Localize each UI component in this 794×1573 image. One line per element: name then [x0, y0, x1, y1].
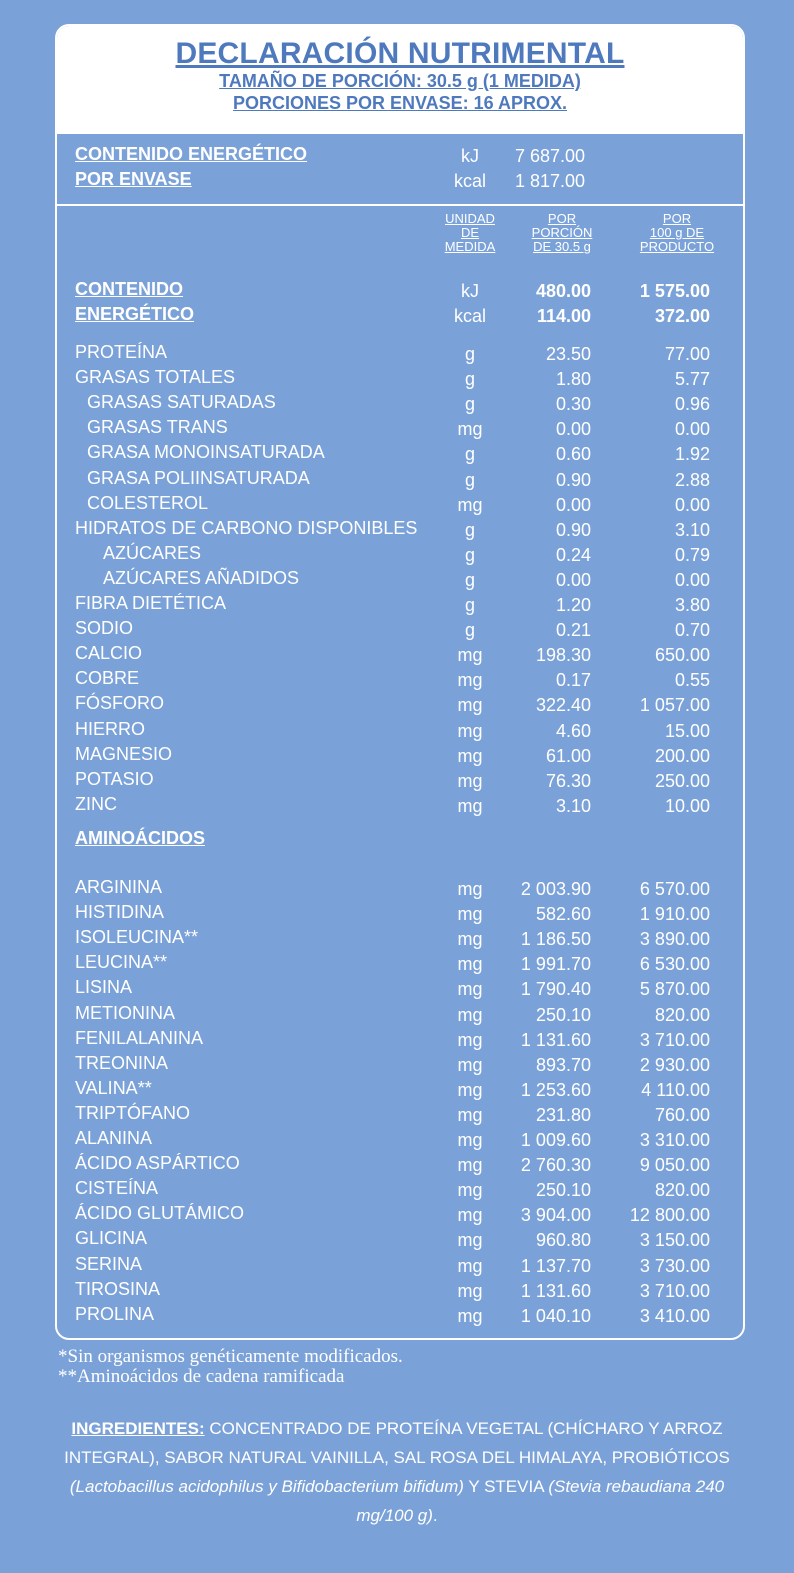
- row-unit: g: [464, 469, 475, 490]
- table-row: [57, 1279, 743, 1304]
- row-per-100g: 3 710.00: [639, 1280, 710, 1301]
- row-per-serving: 1.20: [555, 595, 591, 615]
- column-header-serving-line: POR: [547, 211, 577, 226]
- row-name: PROTEÍNA: [75, 342, 168, 362]
- row-per-serving: 1 790.40: [520, 979, 591, 1000]
- column-header-100g-line: PRODUCTO: [639, 239, 715, 254]
- row-unit: g: [464, 569, 475, 590]
- energy-kj-100g: 1 575.00: [639, 281, 710, 301]
- row-unit: mg: [457, 419, 483, 440]
- row-name: GRASAS TOTALES: [75, 367, 236, 388]
- row-unit: mg: [457, 1079, 483, 1100]
- table-row: [57, 1254, 743, 1279]
- row-unit: mg: [457, 645, 483, 666]
- serving-size: TAMAÑO DE PORCIÓN: 30.5 g (1 MEDIDA): [219, 71, 581, 91]
- row-name: ÁCIDO ASPÁRTICO: [75, 1153, 240, 1174]
- row-per-serving: 1 253.60: [520, 1079, 591, 1100]
- table-row: [57, 417, 743, 442]
- table-row: [57, 543, 743, 568]
- column-header-100g-line: 100 g DE: [649, 225, 705, 240]
- row-name: FENILALANINA: [75, 1027, 204, 1048]
- row-per-100g: 3 310.00: [639, 1130, 710, 1150]
- row-unit: g: [464, 344, 475, 364]
- package-kcal-unit: kcal: [453, 171, 486, 191]
- table-row: [57, 342, 743, 367]
- row-per-100g: 5 870.00: [639, 979, 710, 1000]
- row-per-serving: 0.00: [555, 419, 591, 440]
- row-per-100g: 12 800.00: [629, 1205, 710, 1226]
- row-per-100g: 9 050.00: [639, 1155, 710, 1176]
- row-per-serving: 893.70: [535, 1054, 591, 1075]
- ingredients-probiotics: (Lactobacillus acidophilus y Bifidobacterium bifidum): [69, 1477, 464, 1496]
- row-name: COLESTEROL: [87, 492, 209, 513]
- row-per-serving: 0.00: [555, 569, 591, 590]
- row-per-serving: 4.60: [555, 720, 591, 741]
- row-per-serving: 0.30: [555, 394, 591, 415]
- nutrition-header: [57, 26, 743, 134]
- row-name: ARGININA: [75, 877, 163, 897]
- row-unit: g: [464, 444, 475, 465]
- row-name: HIERRO: [75, 718, 146, 739]
- footnote-bcaa: **Aminoácidos de cadena ramificada: [58, 1366, 345, 1387]
- row-per-serving: 0.17: [555, 670, 591, 691]
- row-unit: g: [464, 544, 475, 565]
- row-name: METIONINA: [75, 1002, 176, 1023]
- row-unit: mg: [457, 1029, 483, 1050]
- row-per-100g: 10.00: [664, 795, 710, 816]
- row-name: VALINA**: [75, 1077, 152, 1098]
- package-energy: [57, 134, 743, 206]
- column-header-serving-line: DE 30.5 g: [533, 239, 591, 254]
- table-row: [57, 442, 743, 467]
- energy-kj-serving: 480.00: [535, 281, 591, 301]
- row-name: CISTEÍNA: [75, 1178, 159, 1199]
- row-name: ÁCIDO GLUTÁMICO: [75, 1203, 245, 1224]
- table-row: [57, 902, 743, 927]
- table-row: [57, 568, 743, 593]
- row-per-100g: 200.00: [654, 745, 710, 766]
- row-name: GRASAS TRANS: [87, 417, 228, 438]
- row-per-100g: 4 110.00: [641, 1079, 710, 1100]
- amino-title: AMINOÁCIDOS: [75, 828, 205, 848]
- row-per-100g: 3 150.00: [639, 1230, 710, 1251]
- table-row: [57, 1153, 743, 1178]
- row-per-100g: 650.00: [654, 645, 710, 666]
- table-row: [57, 719, 743, 744]
- row-unit: mg: [457, 929, 483, 950]
- energy-row-kcal: [57, 304, 743, 329]
- row-name: TRIPTÓFANO: [75, 1102, 191, 1123]
- table-row: [57, 952, 743, 977]
- row-per-serving: 1 991.70: [520, 954, 591, 975]
- footnote-gmo: *Sin organismos genéticamente modificados.: [58, 1346, 403, 1367]
- row-per-100g: 6 570.00: [639, 879, 710, 899]
- energy-label: CONTENIDO: [75, 279, 183, 299]
- row-per-100g: 2.88: [674, 469, 710, 490]
- row-unit: mg: [457, 1180, 483, 1201]
- row-name: SERINA: [75, 1253, 143, 1274]
- row-per-serving: 1 186.50: [520, 929, 591, 950]
- row-name: LISINA: [75, 977, 133, 998]
- row-name: TIROSINA: [75, 1278, 161, 1299]
- row-unit: mg: [457, 1305, 483, 1326]
- column-header-per-serving: [512, 212, 612, 254]
- row-name: GRASAS SATURADAS: [87, 392, 276, 413]
- row-per-serving: 322.40: [535, 695, 591, 716]
- table-row: [57, 977, 743, 1002]
- row-name: AZÚCARES AÑADIDOS: [103, 567, 300, 588]
- row-name: HISTIDINA: [75, 902, 165, 923]
- row-unit: g: [464, 394, 475, 415]
- table-row: [57, 493, 743, 518]
- row-per-serving: 250.10: [535, 1004, 591, 1025]
- row-per-100g: 0.70: [674, 620, 710, 641]
- row-unit: mg: [457, 770, 483, 791]
- row-per-100g: 3.10: [674, 519, 710, 540]
- footnotes: [58, 1347, 403, 1387]
- table-row: [57, 1078, 743, 1103]
- row-unit: mg: [457, 695, 483, 716]
- row-name: ZINC: [75, 793, 117, 814]
- table-row: [57, 1003, 743, 1028]
- row-unit: mg: [457, 879, 483, 899]
- column-header-unit-line: UNIDAD: [445, 211, 495, 226]
- row-unit: mg: [457, 1255, 483, 1276]
- row-per-100g: 250.00: [654, 770, 710, 791]
- row-per-100g: 2 930.00: [639, 1054, 710, 1075]
- column-header-per-100g: [622, 212, 732, 254]
- row-unit: mg: [457, 795, 483, 816]
- energy-kj-unit: kJ: [461, 281, 479, 301]
- row-per-serving: 3.10: [555, 795, 591, 816]
- row-name: MAGNESIO: [75, 743, 173, 764]
- row-per-100g: 3 410.00: [639, 1305, 710, 1326]
- table-row: [57, 1028, 743, 1053]
- row-per-serving: 1 131.60: [520, 1029, 591, 1050]
- ingredients-stevia: (Stevia rebaudiana 240 mg/100 g): [356, 1477, 725, 1525]
- table-row: [57, 468, 743, 493]
- row-unit: g: [464, 595, 475, 615]
- table-row: [57, 927, 743, 952]
- row-unit: mg: [457, 954, 483, 975]
- row-per-serving: 0.00: [555, 494, 591, 515]
- row-per-serving: 1 040.10: [520, 1305, 591, 1326]
- row-per-100g: 820.00: [654, 1004, 710, 1025]
- row-per-serving: 1 009.60: [520, 1130, 591, 1150]
- row-per-100g: 5.77: [674, 369, 710, 390]
- nutrition-panel: [55, 24, 745, 1340]
- row-unit: mg: [457, 904, 483, 925]
- row-per-100g: 6 530.00: [639, 954, 710, 975]
- table-row: [57, 1128, 743, 1153]
- column-header-serving-line: PORCIÓN: [531, 225, 593, 240]
- nutrition-title: DECLARACIÓN NUTRIMENTAL: [175, 37, 625, 70]
- row-per-serving: 198.30: [535, 645, 591, 666]
- row-per-100g: 0.55: [674, 670, 710, 691]
- row-per-serving: 231.80: [535, 1104, 591, 1125]
- row-per-100g: 77.00: [664, 344, 710, 364]
- column-header-unit: [425, 212, 515, 254]
- table-row: [57, 1178, 743, 1203]
- row-unit: mg: [457, 745, 483, 766]
- row-name: TREONINA: [75, 1052, 169, 1073]
- column-header-unit-line: MEDIDA: [444, 239, 496, 254]
- row-name: GRASA MONOINSATURADA: [87, 442, 325, 463]
- row-name: CALCIO: [75, 643, 143, 664]
- energy-row-kj: [57, 279, 743, 304]
- row-per-serving: 250.10: [535, 1180, 591, 1201]
- row-name: ALANINA: [75, 1128, 153, 1148]
- row-unit: mg: [457, 1155, 483, 1176]
- package-energy-label-2: POR ENVASE: [75, 169, 192, 189]
- row-per-serving: 0.24: [555, 544, 591, 565]
- row-per-100g: 1.92: [674, 444, 710, 465]
- row-per-100g: 760.00: [654, 1104, 710, 1125]
- row-unit: mg: [457, 1205, 483, 1226]
- row-per-100g: 1 910.00: [639, 904, 710, 925]
- package-kcal-value: 1 817.00: [515, 171, 586, 191]
- row-per-serving: 1 131.60: [520, 1280, 591, 1301]
- row-unit: mg: [457, 1054, 483, 1075]
- row-per-serving: 1 137.70: [520, 1255, 591, 1276]
- row-per-serving: 1.80: [555, 369, 591, 390]
- row-unit: g: [464, 620, 475, 641]
- ingredients-label: INGREDIENTES:: [71, 1419, 205, 1438]
- row-per-serving: 0.60: [555, 444, 591, 465]
- table-row: [57, 1304, 743, 1329]
- table-row: [57, 744, 743, 769]
- ingredients: [40, 1414, 754, 1530]
- row-per-100g: 3.80: [674, 595, 710, 615]
- table-row: [57, 693, 743, 718]
- table-row: [57, 1203, 743, 1228]
- row-unit: mg: [457, 720, 483, 741]
- row-unit: mg: [457, 979, 483, 1000]
- row-per-100g: 0.00: [674, 494, 710, 515]
- ingredients-end: .: [432, 1506, 438, 1525]
- row-per-serving: 0.90: [555, 469, 591, 490]
- row-per-100g: 0.96: [674, 394, 710, 415]
- table-row: [57, 1228, 743, 1253]
- table-row: [57, 392, 743, 417]
- row-per-serving: 76.30: [545, 770, 591, 791]
- table-row: [57, 1103, 743, 1128]
- energy-kcal-100g: 372.00: [654, 306, 710, 326]
- table-row: [57, 643, 743, 668]
- table-row: [57, 877, 743, 902]
- energy-kcal-serving: 114.00: [536, 306, 591, 326]
- row-per-serving: 582.60: [535, 904, 591, 925]
- row-per-100g: 0.79: [674, 544, 710, 565]
- row-per-100g: 0.00: [674, 569, 710, 590]
- row-name: ISOLEUCINA**: [75, 927, 199, 948]
- row-name: AZÚCARES: [103, 542, 202, 563]
- row-per-serving: 0.90: [555, 519, 591, 540]
- row-unit: mg: [457, 1130, 483, 1150]
- row-unit: mg: [457, 1280, 483, 1301]
- row-per-100g: 3 730.00: [639, 1255, 710, 1276]
- row-unit: g: [464, 369, 475, 390]
- table-row: [57, 367, 743, 392]
- table-row: [57, 593, 743, 618]
- row-per-serving: 0.21: [555, 620, 591, 641]
- column-header-100g-line: POR: [662, 211, 692, 226]
- row-unit: mg: [457, 1104, 483, 1125]
- row-per-100g: 0.00: [674, 419, 710, 440]
- row-per-100g: 1 057.00: [639, 695, 710, 716]
- table-row: [57, 668, 743, 693]
- row-per-100g: 3 710.00: [639, 1029, 710, 1050]
- row-unit: g: [464, 519, 475, 540]
- row-unit: mg: [457, 1230, 483, 1251]
- column-header-unit-line: DE: [460, 225, 480, 240]
- ingredients-text: CONCENTRADO DE PROTEÍNA VEGETAL (CHÍCHARO Y ARROZ INTEGRAL), SABOR NATURAL VAINILLA, SAL ROSA DEL HIMALAYA, PROBIÓTICOS: [64, 1419, 730, 1467]
- row-per-serving: 2 003.90: [520, 879, 591, 899]
- energy-kcal-unit: kcal: [453, 306, 486, 326]
- table-row: [57, 1053, 743, 1078]
- row-unit: mg: [457, 494, 483, 515]
- row-per-serving: 2 760.30: [520, 1155, 591, 1176]
- row-name: PROLINA: [75, 1303, 155, 1324]
- row-name: LEUCINA**: [75, 952, 168, 973]
- row-name: POTASIO: [75, 768, 154, 789]
- row-name: COBRE: [75, 668, 140, 689]
- table-row: [57, 518, 743, 543]
- row-name: HIDRATOS DE CARBONO DISPONIBLES: [75, 517, 418, 538]
- row-per-100g: 3 890.00: [639, 929, 710, 950]
- row-name: FÓSFORO: [75, 693, 164, 714]
- row-unit: mg: [457, 670, 483, 691]
- row-name: FIBRA DIETÉTICA: [75, 593, 227, 613]
- table-row: [57, 769, 743, 794]
- ingredients-text-2: Y STEVIA: [463, 1477, 549, 1496]
- package-kj-unit: kJ: [461, 146, 479, 166]
- row-name: GRASA POLIINSATURADA: [87, 467, 310, 488]
- row-unit: mg: [457, 1004, 483, 1025]
- row-per-100g: 15.00: [664, 720, 710, 741]
- package-kj-value: 7 687.00: [515, 146, 586, 166]
- package-energy-label: CONTENIDO ENERGÉTICO: [75, 144, 308, 164]
- row-per-100g: 820.00: [654, 1180, 710, 1201]
- table-row: [57, 618, 743, 643]
- row-per-serving: 3 904.00: [520, 1205, 591, 1226]
- row-name: SODIO: [75, 618, 134, 639]
- row-per-serving: 61.00: [545, 745, 591, 766]
- energy-label-2: ENERGÉTICO: [75, 304, 195, 324]
- row-name: GLICINA: [75, 1228, 148, 1249]
- row-per-serving: 23.50: [545, 344, 591, 364]
- row-per-serving: 960.80: [535, 1230, 591, 1251]
- servings-per-package: PORCIONES POR ENVASE: 16 APROX.: [232, 93, 568, 113]
- table-row: [57, 794, 743, 819]
